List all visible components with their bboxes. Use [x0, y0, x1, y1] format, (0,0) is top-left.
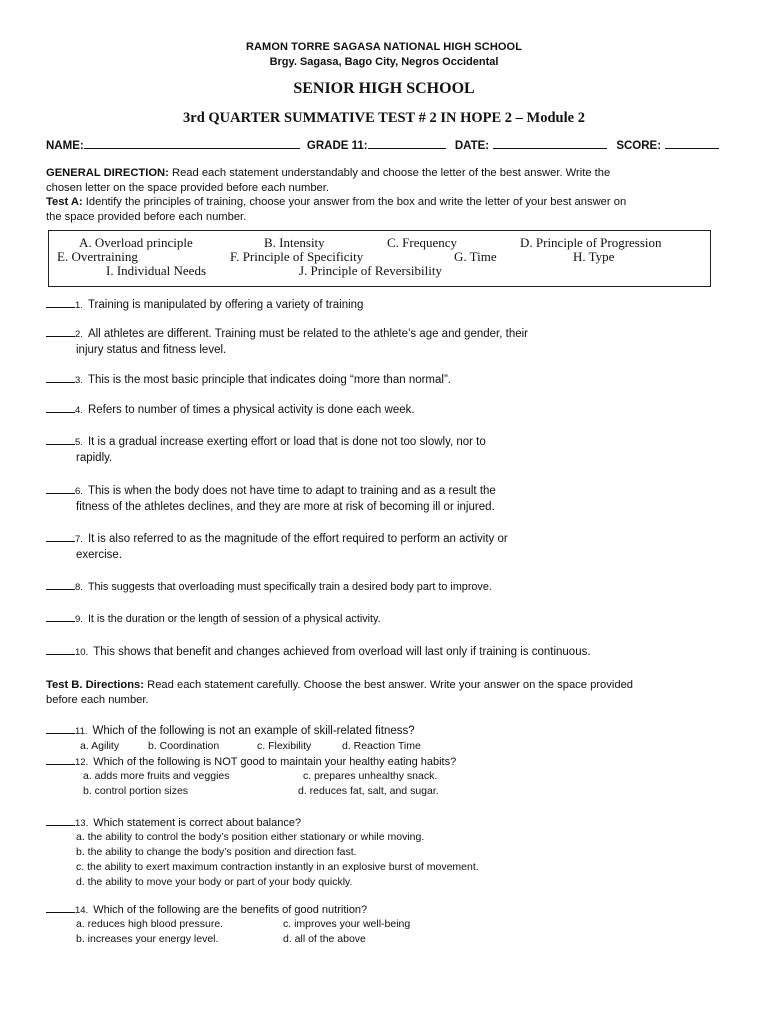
question-text-cont: rapidly. — [76, 451, 113, 464]
option-c: c. Flexibility — [257, 740, 312, 752]
school-name: RAMON TORRE SAGASA NATIONAL HIGH SCHOOL — [245, 41, 523, 53]
name-label: NAME: — [46, 140, 84, 152]
date-label: DATE: — [454, 140, 490, 152]
question-text: Which of the following are the benefits of good nutrition? — [93, 904, 368, 916]
option-a: a. the ability to control the body’s position either stationary or while moving. — [76, 831, 425, 843]
question-13 — [46, 816, 736, 832]
question-8 — [46, 580, 736, 596]
question-7 — [46, 532, 736, 563]
grade-field[interactable] — [368, 139, 446, 149]
question-text: All athletes are different. Training must be related to the athlete’s age and gender, their — [87, 328, 528, 340]
question-14 — [46, 903, 736, 919]
test-b-text1: Read each statement carefully. Choose the best answer. Write your answer on the space provided — [144, 679, 634, 691]
general-direction — [46, 166, 722, 224]
question-number: 1. — [75, 300, 83, 311]
question-text-cont: injury status and fitness level. — [76, 343, 227, 356]
answer-blank[interactable] — [46, 532, 75, 542]
question-text: Which of the following is not an example of skill-related fitness? — [92, 725, 415, 737]
answer-blank[interactable] — [46, 816, 75, 826]
score-field[interactable] — [665, 139, 719, 149]
question-number: 3. — [75, 375, 83, 386]
general-direction-label: GENERAL DIRECTION: — [46, 167, 169, 179]
option-b: b. Coordination — [148, 740, 220, 752]
option-a: a. adds more fruits and veggies — [83, 770, 230, 782]
question-text: It is a gradual increase exerting effort or load that is done not too slowly, nor to — [87, 436, 486, 448]
question-6 — [46, 484, 736, 515]
test-a-label: Test A: — [46, 196, 83, 208]
question-4 — [46, 403, 736, 419]
score-label: SCORE: — [616, 140, 662, 152]
general-direction-text1: Read each statement understandably and choose the letter of the best answer. Write the — [168, 167, 611, 179]
answer-blank[interactable] — [46, 435, 75, 445]
option-d: d. all of the above — [283, 933, 366, 945]
choice-f: F. Principle of Specificity — [230, 249, 364, 264]
question-9 — [46, 612, 736, 628]
question-text: It is also referred to as the magnitude of the effort required to perform an activity or — [87, 533, 508, 545]
question-text: Training is manipulated by offering a variety of training — [87, 299, 364, 311]
option-b: b. control portion sizes — [83, 785, 189, 797]
question-text-cont: exercise. — [76, 548, 123, 561]
test-b-text2: before each number. — [46, 693, 149, 706]
choice-g: G. Time — [454, 249, 497, 264]
answer-blank[interactable] — [46, 903, 75, 913]
question-text: Which statement is correct about balance? — [93, 817, 302, 829]
question-5 — [46, 435, 736, 466]
option-d: d. reduces fat, salt, and sugar. — [298, 785, 439, 797]
question-12 — [46, 755, 736, 771]
choice-d: D. Principle of Progression — [520, 235, 662, 250]
question-number: 2. — [75, 329, 83, 340]
question-10 — [46, 645, 736, 661]
question-text-cont: fitness of the athletes declines, and they are more at risk of becoming ill or injured. — [76, 500, 495, 513]
name-field[interactable] — [84, 139, 300, 149]
answer-blank[interactable] — [46, 327, 75, 337]
option-b: b. increases your energy level. — [76, 933, 219, 945]
grade-label: GRADE 11: — [306, 140, 368, 152]
level-title: SENIOR HIGH SCHOOL — [293, 80, 475, 97]
choice-c: C. Frequency — [387, 235, 458, 250]
question-number: 11. — [75, 726, 88, 737]
question-number: 10. — [75, 647, 89, 658]
question-number: 13. — [75, 818, 89, 829]
answer-blank[interactable] — [46, 373, 75, 383]
question-text: This shows that benefit and changes achieved from overload will last only if training is continuous. — [93, 646, 591, 658]
answer-blank[interactable] — [46, 755, 75, 765]
choice-j: J. Principle of Reversibility — [299, 263, 442, 278]
question-number: 9. — [75, 614, 83, 625]
answer-blank[interactable] — [46, 724, 75, 734]
option-c: c. prepares unhealthy snack. — [303, 770, 438, 782]
question-number: 12. — [75, 757, 89, 768]
choice-e: E. Overtraining — [57, 249, 138, 264]
question-number: 8. — [75, 582, 83, 593]
answer-choices-box — [48, 230, 711, 287]
question-text: This is the most basic principle that indicates doing “more than normal”. — [87, 374, 451, 386]
option-c: c. the ability to exert maximum contraction instantly in an explosive burst of movement. — [76, 861, 479, 873]
test-a-text2: the space provided before each number. — [46, 210, 247, 223]
question-number: 6. — [75, 486, 83, 497]
choice-h: H. Type — [573, 249, 615, 264]
option-a: a. reduces high blood pressure. — [76, 918, 224, 930]
question-text: This is when the body does not have time to adapt to training and as a result the — [87, 485, 496, 497]
test-b-directions — [46, 678, 722, 707]
student-info-row — [46, 139, 736, 152]
question-text: Which of the following is NOT good to maintain your healthy eating habits? — [93, 756, 457, 768]
question-number: 14. — [75, 905, 89, 916]
option-c: c. improves your well-being — [283, 918, 411, 930]
choice-a: A. Overload principle — [79, 235, 193, 250]
option-a: a. Agility — [80, 740, 120, 752]
choice-i: I. Individual Needs — [106, 263, 207, 278]
school-address: Brgy. Sagasa, Bago City, Negros Occidental — [269, 56, 499, 68]
option-d: d. Reaction Time — [342, 740, 421, 752]
general-direction-text2: chosen letter on the space provided before each number. — [46, 181, 329, 194]
date-field[interactable] — [493, 139, 607, 149]
answer-blank[interactable] — [46, 580, 75, 590]
answer-blank[interactable] — [46, 484, 75, 494]
question-text: It is the duration or the length of session of a physical activity. — [87, 613, 381, 625]
question-text: Refers to number of times a physical activity is done each week. — [87, 404, 415, 416]
question-2 — [46, 327, 736, 358]
test-title: 3rd QUARTER SUMMATIVE TEST # 2 IN HOPE 2 – Module 2 — [183, 110, 585, 126]
question-1 — [46, 298, 736, 314]
option-d: d. the ability to move your body or part of your body quickly. — [76, 876, 353, 888]
answer-blank[interactable] — [46, 645, 75, 655]
test-a-text1: Identify the principles of training, choose your answer from the box and write the letter of your best answer on — [82, 196, 627, 208]
choice-b: B. Intensity — [264, 235, 325, 250]
question-11 — [46, 724, 736, 740]
question-number: 7. — [75, 534, 83, 545]
test-b-label: Test B. Directions: — [46, 679, 145, 691]
question-text: This suggests that overloading must specifically train a desired body part to improve. — [87, 581, 492, 593]
option-b: b. the ability to change the body’s position and direction fast. — [76, 846, 357, 858]
question-3 — [46, 373, 736, 389]
question-number: 4. — [75, 405, 83, 416]
question-number: 5. — [75, 437, 83, 448]
answer-blank[interactable] — [46, 612, 75, 622]
answer-blank[interactable] — [46, 298, 75, 308]
answer-blank[interactable] — [46, 403, 75, 413]
